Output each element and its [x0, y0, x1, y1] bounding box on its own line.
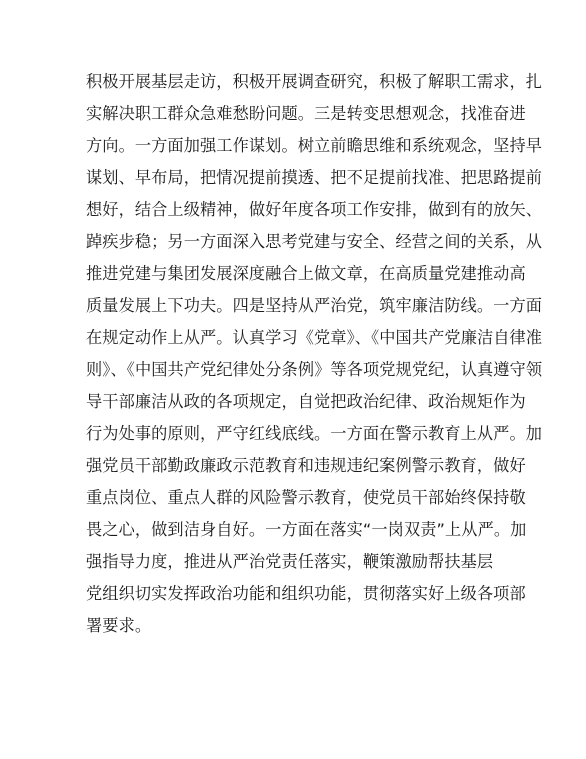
body-text-line: 在规定动作上从严。认真学习《党章》、《中国共产党廉洁自律准: [86, 328, 543, 347]
body-text-line: 想好，结合上级精神，做好年度各项工作安排，做到有的放矢、: [86, 200, 543, 219]
body-text-line: 积极开展基层走访，积极开展调查研究，积极了解职工需求，扎: [86, 72, 543, 91]
body-text-line: 实解决职工群众急难愁盼问题。三是转变思想观念，找准奋进: [86, 104, 526, 123]
body-text-line: 行为处事的原则，严守红线底线。一方面在警示教育上从严。加: [86, 424, 543, 443]
body-text-line: 畏之心，做到洁身自好。一方面在落实“一岗双责”上从严。加: [86, 520, 527, 539]
body-text-line: 强党员干部勤政廉政示范教育和违规违纪案例警示教育，做好: [86, 456, 526, 475]
body-text-line: 质量发展上下功夫。四是坚持从严治党，筑牢廉洁防线。一方面: [86, 296, 543, 315]
body-text-line: 党组织切实发挥政治功能和组织功能，贯彻落实好上级各项部: [86, 584, 526, 603]
body-text-line: 重点岗位、重点人群的风险警示教育，使党员干部始终保持敬: [86, 488, 526, 507]
body-text-line: 谋划、早布局，把情况提前摸透、把不足提前找准、把思路提前: [86, 168, 543, 187]
body-text-line: 署要求。: [86, 616, 152, 635]
body-text-line: 强指导力度，推进从严治党责任落实，鞭策激励帮扶基层: [86, 552, 494, 571]
body-text-line: 推进党建与集团发展深度融合上做文章，在高质量党建推动高: [86, 264, 526, 283]
body-text-line: 导干部廉洁从政的各项规定，自觉把政治纪律、政治规矩作为: [86, 392, 526, 411]
body-text-line: 踔疾步稳；另一方面深入思考党建与安全、经营之间的关系，从: [86, 232, 543, 251]
body-text-line: 则》、《中国共产党纪律处分条例》等各项党规党纪，认真遵守领: [86, 360, 543, 379]
body-text-line: 方向。一方面加强工作谋划。树立前瞻思维和系统观念，坚持早: [86, 136, 543, 155]
